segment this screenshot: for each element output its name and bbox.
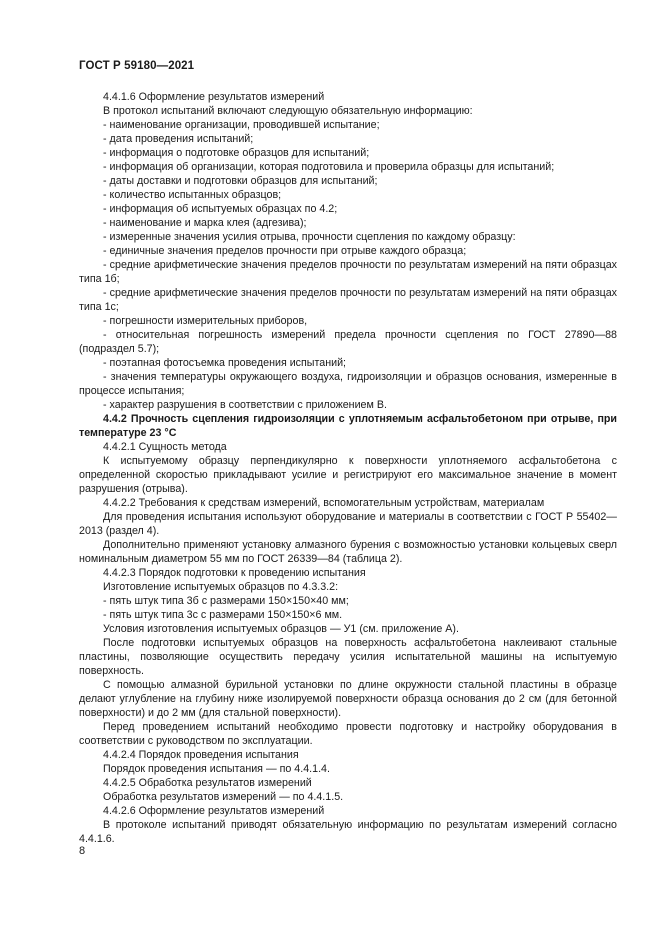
paragraph: - наименование и марка клея (адгезива); (103, 217, 307, 229)
paragraph: - поэтапная фотосъемка проведения испытаний; (103, 357, 347, 369)
paragraph: После подготовки испытуемых образцов на поверхность асфальтобетона наклеивают стальные пластины, позволяющие осуществить передачу усилия испытательной машины на испытуемую поверхность. (79, 637, 617, 677)
paragraph: - относительная погрешность измерений предела прочности сцепления по ГОСТ 27890—88 (подраздел 5.7); (79, 329, 617, 355)
paragraph: - количество испытанных образцов; (103, 189, 282, 201)
paragraph: - пять штук типа 3с с размерами 150×150×6 мм. (103, 609, 343, 621)
paragraph: - измеренные значения усилия отрыва, прочности сцепления по каждому образцу: (103, 231, 516, 243)
paragraph: - средние арифметические значения пределов прочности по результатам измерений на пяти образцах типа 1б; (79, 259, 617, 285)
paragraph: - информация об организации, которая подготовила и проверила образцы для испытаний; (103, 161, 555, 173)
paragraph: Перед проведением испытаний необходимо провести подготовку и настройку оборудования в соответствии с руководством по эксплуатации. (79, 721, 617, 747)
paragraph: - пять штук типа 3б с размерами 150×150×40 мм; (103, 595, 349, 607)
paragraph: 4.4.1.6 Оформление результатов измерений (103, 91, 325, 103)
paragraph: К испытуемому образцу перпендикулярно к поверхности уплотняемого асфальтобетона с определенной скоростью прикладывают усилие и регистрируют его максимальное значение в момент разрушения (отрыва). (79, 455, 617, 495)
paragraph: - информация о подготовке образцов для испытаний; (103, 147, 370, 159)
paragraph: - даты доставки и подготовки образцов для испытаний; (103, 175, 378, 187)
paragraph: 4.4.2.2 Требования к средствам измерений, вспомогательным устройствам, материалам (103, 497, 545, 509)
paragraph: - информация об испытуемых образцах по 4.2; (103, 203, 338, 215)
paragraph: - наименование организации, проводившей испытание; (103, 119, 380, 131)
document-body (79, 90, 617, 846)
paragraph: - дата проведения испытаний; (103, 133, 254, 145)
paragraph: - погрешности измерительных приборов, (103, 315, 308, 327)
paragraph: 4.4.2.4 Порядок проведения испытания (103, 749, 299, 761)
paragraph: - единичные значения пределов прочности при отрыве каждого образца; (103, 245, 467, 257)
paragraph: - средние арифметические значения пределов прочности по результатам измерений на пяти образцах типа 1с; (79, 287, 617, 313)
paragraph: 4.4.2.5 Обработка результатов измерений (103, 777, 312, 789)
paragraph: Дополнительно применяют установку алмазного бурения с возможностью установки кольцевых сверл номинальным диаметром 55 мм по ГОСТ 26339—84 (таблица 2). (79, 539, 617, 565)
page-number: 8 (79, 845, 86, 857)
paragraph: В протоколе испытаний приводят обязательную информацию по результатам измерений согласно 4.4.1.6. (79, 819, 617, 845)
paragraph: Изготовление испытуемых образцов по 4.3.3.2: (103, 581, 339, 593)
paragraph: Обработка результатов измерений — по 4.4.1.5. (103, 791, 344, 803)
paragraph: Для проведения испытания используют оборудование и материалы в соответствии с ГОСТ Р 55402—2013 (раздел 4). (79, 511, 617, 537)
paragraph: 4.4.2.3 Порядок подготовки к проведению испытания (103, 567, 366, 579)
paragraph: - характер разрушения в соответствии с приложением В. (103, 399, 387, 411)
paragraph: 4.4.2.1 Сущность метода (103, 441, 227, 453)
paragraph: В протокол испытаний включают следующую обязательную информацию: (103, 105, 473, 117)
paragraph: 4.4.2 Прочность сцепления гидроизоляции с уплотняемым асфальтобетоном при отрыве, при температуре 23 °С (79, 413, 617, 439)
paragraph: - значения температуры окружающего воздуха, гидроизоляции и образцов основания, измеренные в процессе испытания; (79, 371, 617, 397)
paragraph: Порядок проведения испытания — по 4.4.1.4. (103, 763, 330, 775)
paragraph: Условия изготовления испытуемых образцов — У1 (см. приложение А). (103, 623, 459, 635)
paragraph: 4.4.2.6 Оформление результатов измерений (103, 805, 325, 817)
paragraph: С помощью алмазной бурильной установки по длине окружности стальной пластины в образце делают углубление на глубину ниже изолируемой поверхности образца основания до 2 см (для бетонной поверхности) и до 2 мм (для стальной поверхности). (79, 679, 617, 719)
document-header: ГОСТ Р 59180—2021 (79, 60, 195, 72)
